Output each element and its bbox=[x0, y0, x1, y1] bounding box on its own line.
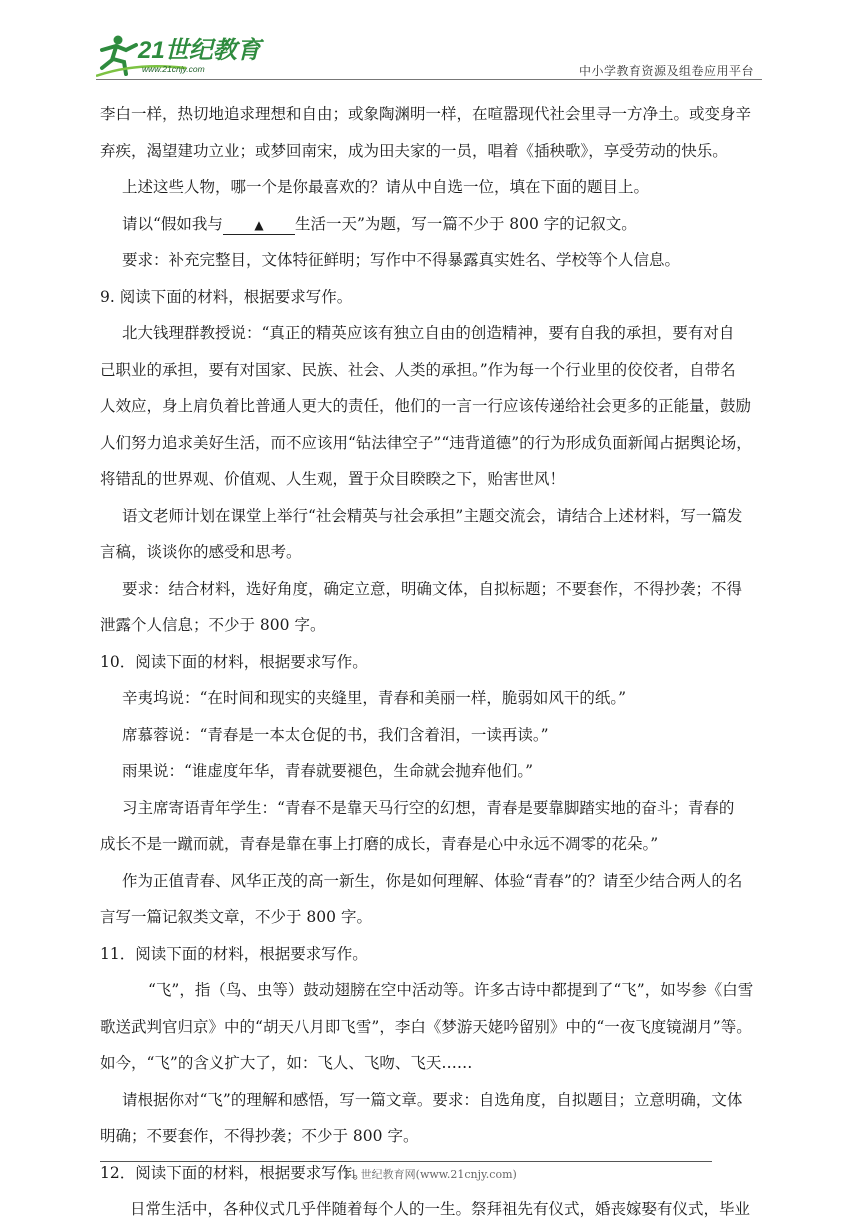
prompt-text: 生活一天”为题，写一篇不少于 800 字的记叙文。 bbox=[294, 214, 637, 233]
text-line: 北大钱理群教授说：“真正的精英应该有独立自由的创造精神，要有自我的承担，要有对自 bbox=[122, 324, 735, 342]
text-line: 明确；不要套作，不得抄袭；不少于 800 字。 bbox=[100, 1127, 419, 1145]
quote-line: 习主席寄语青年学生：“青春不是靠天马行空的幻想，青春是要靠脚踏实地的奋斗；青春的 bbox=[122, 798, 735, 817]
text-line: 人们努力追求美好生活，而不应该用“钻法律空子”“违背道德”的行为形成负面新闻占据舆论场， bbox=[100, 433, 752, 452]
text-line: 弃疾，渴望建功立业；或梦回南宋，成为田夫家的一员，唱着《插秧歌》，享受劳动的快乐。 bbox=[100, 141, 728, 160]
text-line: 言稿，谈谈你的感受和思考。 bbox=[100, 543, 302, 561]
page-footer: 21 世纪教育网(www.21cnjy.com) bbox=[343, 1168, 517, 1181]
text-line: 要求：结合材料，选好角度，确定立意，明确文体，自拟标题；不要套作，不得抄袭；不得 bbox=[122, 579, 743, 598]
text-line: 作为正值青春、风华正茂的高一新生，你是如何理解、体验“青春”的？请至少结合两人的名 bbox=[122, 871, 743, 890]
quote-line: 辛夷坞说：“在时间和现实的夹缝里，青春和美丽一样，脆弱如风干的纸。” bbox=[122, 689, 627, 707]
question-heading: 9. 阅读下面的材料，根据要求写作。 bbox=[100, 287, 353, 306]
text-line: 将错乱的世界观、价值观、人生观，置于众目睽睽之下，贻害世风！ bbox=[100, 470, 566, 488]
document-body bbox=[100, 96, 766, 1228]
logo-url: www.21cnjy.com bbox=[142, 64, 205, 74]
logo-text: 21世纪教育 bbox=[138, 37, 261, 64]
text-line: “飞”，指（鸟、虫等）鼓动翅膀在空中活动等。许多古诗中都提到了“飞”，如岑参《白雪 bbox=[148, 981, 754, 999]
text-line: 如今，“飞”的含义扩大了，如：飞人、飞吻、飞天…… bbox=[100, 1054, 473, 1072]
quote-line: 雨果说：“谁虚度年华，青春就要褪色，生命就会抛弃他们。” bbox=[122, 762, 534, 780]
question-heading: 10．阅读下面的材料，根据要求写作。 bbox=[100, 652, 368, 671]
header-divider bbox=[96, 79, 762, 80]
text-line: 言写一篇记叙类文章，不少于 800 字。 bbox=[100, 908, 372, 926]
text-line: 己职业的承担，要有对国家、民族、社会、人类的承担。”作为每一个行业里的佼佼者，自带名 bbox=[100, 360, 736, 379]
footer-divider bbox=[100, 1161, 712, 1162]
question-heading: 12．阅读下面的材料，根据要求写作。 bbox=[100, 1163, 368, 1182]
text-line: 歌送武判官归京》中的“胡天八月即飞雪”，李白《梦游天姥吟留别》中的“一夜飞度镜湖月”等。 bbox=[100, 1017, 752, 1036]
text-line: 语文老师计划在课堂上举行“社会精英与社会承担”主题交流会，请结合上述材料，写一篇发 bbox=[122, 506, 743, 525]
prompt-line bbox=[100, 206, 766, 243]
quote-line: 席慕蓉说：“青春是一本太仓促的书，我们含着泪，一读再读。” bbox=[122, 725, 549, 744]
text-line: 人效应，身上肩负着比普通人更大的责任，他们的一言一行应该传递给社会更多的正能量，鼓励 bbox=[100, 397, 752, 415]
text-line: 上述这些人物，哪一个是你最喜欢的？请从中自选一位，填在下面的题目上。 bbox=[122, 178, 650, 196]
fill-blank: ▲ bbox=[223, 216, 295, 235]
question-heading: 11．阅读下面的材料，根据要求写作。 bbox=[100, 944, 368, 963]
text-line: 日常生活中，各种仪式几乎伴随着每个人的一生。祭拜祖先有仪式，婚丧嫁娶有仪式，毕业 bbox=[130, 1200, 751, 1218]
text-line: 要求：补充完整目，文体特征鲜明；写作中不得暴露真实姓名、学校等个人信息。 bbox=[122, 251, 681, 269]
text-line: 成长不是一蹴而就，青春是靠在事上打磨的成长，青春是心中永远不凋零的花朵。” bbox=[100, 835, 659, 853]
21cnjy-logo bbox=[96, 32, 276, 78]
prompt-text: 请以“假如我与 bbox=[122, 214, 223, 233]
text-line: 泄露个人信息；不少于 800 字。 bbox=[100, 616, 326, 634]
text-line: 请根据你对“飞”的理解和感悟，写一篇文章。要求：自选角度，自拟题目；立意明确，文体 bbox=[122, 1090, 743, 1109]
page-header bbox=[96, 22, 762, 80]
platform-name: 中小学教育资源及组卷应用平台 bbox=[578, 64, 754, 78]
text-line: 李白一样，热切地追求理想和自由；或象陶渊明一样，在喧嚣现代社会里寻一方净土。或变身辛 bbox=[100, 105, 752, 123]
